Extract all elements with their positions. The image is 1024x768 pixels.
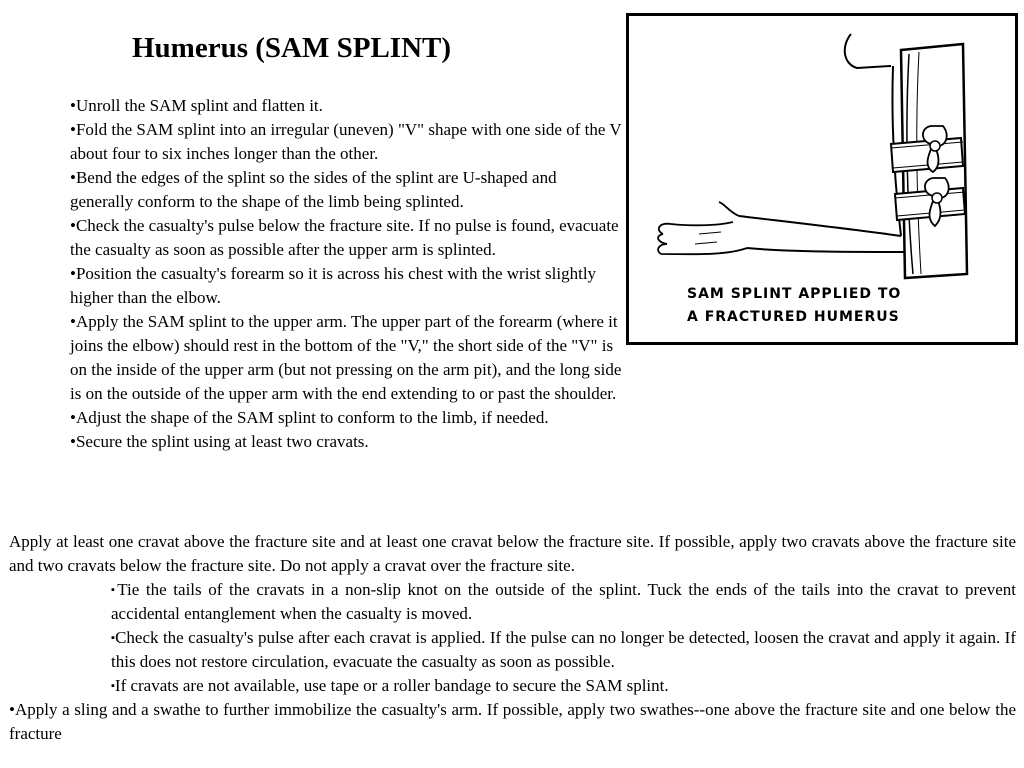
bullet-icon: • — [70, 216, 76, 235]
bullet-icon: • — [70, 408, 76, 427]
figure-caption-line-2: A FRACTURED HUMERUS — [687, 309, 900, 325]
square-bullet-icon: ▪ — [111, 584, 118, 596]
step-text: Check the casualty's pulse below the fracture site. If no pulse is found, evacuate the casualty as soon as possible after the upper arm is splinted. — [70, 216, 619, 259]
square-bullet-icon: ▪ — [111, 680, 115, 692]
step-item — [70, 262, 622, 310]
splint-steps-list — [70, 94, 622, 454]
sub-step-item — [9, 674, 1016, 698]
bullet-icon: • — [70, 120, 76, 139]
bullet-icon: • — [70, 432, 76, 451]
step-text: Apply the SAM splint to the upper arm. The upper part of the forearm (where it joins the elbow) should rest in the bottom of the "V," the short side of the "V" is on the inside of the upper arm (but not pressing on the arm pit), and the long side is on the outside of the upper arm with the end extending to or past the shoulder. — [70, 312, 622, 403]
step-text: Fold the SAM splint into an irregular (uneven) "V" shape with one side of the V about four to six inches longer than the other. — [70, 120, 622, 163]
step-text: Secure the splint using at least two cravats. — [75, 432, 369, 451]
step-item — [70, 214, 622, 262]
step-text: Bend the edges of the splint so the sides of the splint are U-shaped and generally conform to the shape of the limb being splinted. — [70, 168, 557, 211]
figure-caption-line-1: SAM SPLINT APPLIED TO — [687, 286, 902, 302]
cravat-section — [9, 530, 1016, 746]
page-title: Humerus (SAM SPLINT) — [132, 32, 452, 64]
bullet-icon: • — [70, 96, 76, 115]
step-item — [70, 94, 622, 118]
sub-step-text: Check the casualty's pulse after each cravat is applied. If the pulse can no longer be detected, loosen the cravat and apply it again. If this does not restore circulation, evacuate the casualty as soon as possible. — [111, 628, 1017, 671]
step-item — [70, 310, 622, 406]
sub-step-text: If cravats are not available, use tape or a roller bandage to secure the SAM splint. — [114, 676, 669, 695]
splint-illustration — [626, 13, 1018, 345]
step-item — [70, 166, 622, 214]
step-text: Adjust the shape of the SAM splint to conform to the limb, if needed. — [75, 408, 549, 427]
step-text: Unroll the SAM splint and flatten it. — [75, 96, 323, 115]
step-item — [70, 406, 622, 430]
sub-step-item — [9, 578, 1016, 626]
bullet-icon: • — [70, 312, 76, 331]
step-item — [70, 118, 622, 166]
sub-step-item — [9, 626, 1016, 674]
sub-step-text: Tie the tails of the cravats in a non-slip knot on the outside of the splint. Tuck the ends of the tails into the cravat to prevent accidental entanglement when the casualty is moved. — [111, 580, 1016, 623]
bullet-icon: • — [70, 168, 76, 187]
bullet-icon: • — [70, 264, 76, 283]
step-text: Position the casualty's forearm so it is across his chest with the wrist slightly higher than the elbow. — [70, 264, 597, 307]
final-step — [9, 698, 1016, 746]
step-item — [70, 430, 622, 454]
final-step-text: Apply a sling and a swathe to further immobilize the casualty's arm. If possible, apply two swathes--one above the fracture site and one below the fracture — [9, 700, 1016, 743]
square-bullet-icon: ▪ — [111, 632, 116, 644]
cravat-paragraph: Apply at least one cravat above the fracture site and at least one cravat below the fracture site. If possible, apply two cravats above the fracture site and two cravats below the fracture site. Do not apply a cravat over the fracture site. — [9, 532, 1016, 575]
bullet-icon: • — [9, 700, 15, 719]
cravat-sub-steps — [9, 578, 1016, 698]
